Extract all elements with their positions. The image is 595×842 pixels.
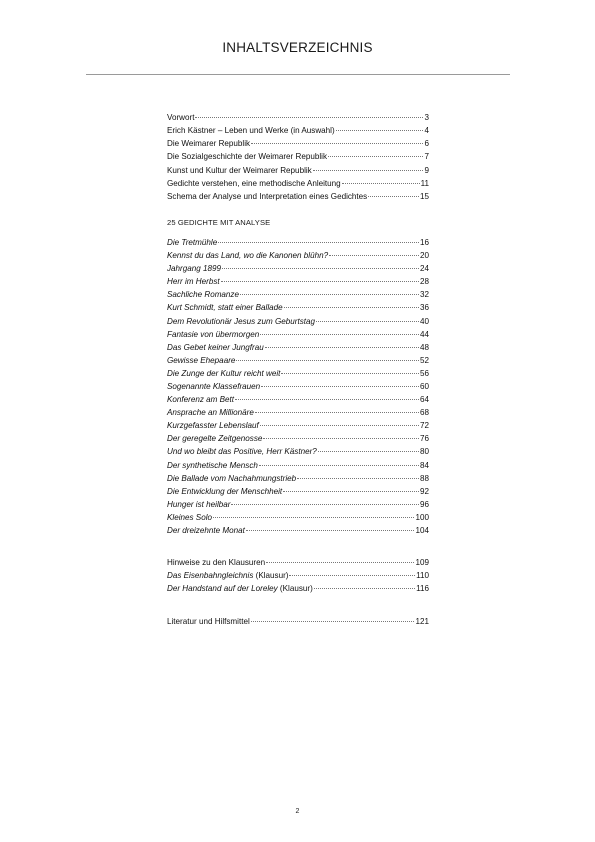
dot-leader bbox=[297, 478, 419, 479]
toc-entry-page: 36 bbox=[419, 303, 429, 313]
dot-leader bbox=[266, 562, 414, 563]
page-title: INHALTSVERZEICHNIS bbox=[222, 40, 373, 55]
dot-leader bbox=[260, 334, 419, 335]
toc-entry-title: Die Zunge der Kultur reicht weit bbox=[167, 368, 281, 378]
toc-entry-title: Vorwort bbox=[167, 113, 195, 122]
toc-entry-work-title: Das Eisenbahngleichnis bbox=[167, 571, 254, 581]
toc-entry-page: 68 bbox=[419, 408, 429, 418]
toc-entry-page: 92 bbox=[419, 486, 429, 496]
toc-entry[interactable] bbox=[167, 354, 429, 367]
toc-entry-page: 116 bbox=[416, 584, 429, 594]
toc-entry-title: Die Ballade vom Nachahmungstrieb bbox=[167, 473, 297, 483]
dot-leader bbox=[263, 438, 419, 439]
toc-entry-title: Die Entwicklung der Menschheit bbox=[167, 486, 283, 496]
toc-entry[interactable] bbox=[167, 164, 429, 177]
toc-entry[interactable] bbox=[167, 236, 429, 249]
toc-entry-page: 104 bbox=[415, 526, 429, 536]
dot-leader bbox=[255, 412, 419, 413]
toc-entry-page: 84 bbox=[419, 460, 429, 470]
dot-leader bbox=[251, 621, 415, 622]
dot-leader bbox=[246, 530, 415, 531]
toc-entry-page: 24 bbox=[419, 264, 429, 274]
toc-entry[interactable] bbox=[167, 485, 429, 498]
toc-entry-suffix: (Klausur) bbox=[277, 584, 313, 594]
toc-entry[interactable] bbox=[167, 556, 429, 569]
toc-entry[interactable] bbox=[167, 582, 429, 595]
toc-entry-page: 9 bbox=[424, 165, 429, 175]
toc-entry[interactable] bbox=[167, 262, 429, 275]
toc-entry-page: 48 bbox=[419, 342, 429, 352]
dot-leader bbox=[336, 130, 424, 131]
dot-leader bbox=[261, 386, 419, 387]
dot-leader bbox=[236, 360, 419, 361]
toc-entry-title bbox=[167, 556, 265, 569]
toc-entry[interactable] bbox=[167, 288, 429, 301]
dot-leader bbox=[218, 242, 419, 243]
toc-entry[interactable] bbox=[167, 124, 429, 137]
toc-entry-title: Kleines Solo bbox=[167, 512, 212, 522]
toc-entry-title: Jahrgang 1899 bbox=[167, 264, 222, 274]
toc-entry-title: Der synthetische Mensch bbox=[167, 460, 258, 470]
dot-leader bbox=[240, 294, 419, 295]
toc-entry-title: Der dreizehnte Monat bbox=[167, 526, 245, 536]
toc-entry-page: 110 bbox=[416, 571, 429, 581]
dot-leader bbox=[251, 143, 423, 144]
toc-entry-title: Herr im Herbst bbox=[167, 277, 220, 287]
toc-entry-page: 44 bbox=[419, 329, 429, 339]
toc-entry[interactable] bbox=[167, 445, 429, 458]
toc-entry-title: Gewisse Ehepaare bbox=[167, 355, 236, 365]
header-rule bbox=[86, 74, 510, 75]
toc-entry-page: 60 bbox=[419, 382, 429, 392]
dot-leader bbox=[318, 451, 419, 452]
toc-entry-title bbox=[167, 569, 288, 582]
toc-entry[interactable] bbox=[167, 419, 429, 432]
toc-entry[interactable] bbox=[167, 275, 429, 288]
dot-leader bbox=[284, 307, 419, 308]
toc-entry[interactable] bbox=[167, 524, 429, 537]
toc-poem-list bbox=[167, 236, 429, 537]
toc-entry[interactable] bbox=[167, 393, 429, 406]
toc-entry-page: 7 bbox=[424, 152, 429, 162]
toc-entry-work-title: Der Handstand auf der Loreley bbox=[167, 584, 278, 594]
toc-entry-title bbox=[167, 582, 313, 595]
toc-entry-page: 100 bbox=[415, 512, 429, 522]
toc-entry[interactable] bbox=[167, 459, 429, 472]
toc-entry[interactable] bbox=[167, 569, 429, 582]
dot-leader bbox=[283, 491, 419, 492]
table-of-contents bbox=[167, 111, 429, 628]
dot-leader bbox=[316, 321, 419, 322]
toc-entry-title: Ansprache an Millionäre bbox=[167, 408, 254, 418]
toc-entry-title: Sogenannte Klassefrauen bbox=[167, 382, 261, 392]
toc-entry-title: Schema der Analyse und Interpretation eines Gedichtes bbox=[167, 191, 368, 201]
dot-leader bbox=[195, 117, 423, 118]
toc-literature-section bbox=[167, 615, 429, 628]
toc-klausuren-section bbox=[167, 556, 429, 595]
toc-entry-title: Gedichte verstehen, eine methodische Anleitung bbox=[167, 178, 341, 188]
toc-entry-title: Die Sozialgeschichte der Weimarer Republik bbox=[167, 152, 327, 162]
toc-entry-title: Kennst du das Land, wo die Kanonen blühn? bbox=[167, 251, 329, 261]
toc-entry-title: Der geregelte Zeitgenosse bbox=[167, 434, 263, 444]
toc-entry[interactable] bbox=[167, 380, 429, 393]
toc-entry-title: Fantasie von übermorgen bbox=[167, 329, 260, 339]
toc-entry[interactable] bbox=[167, 472, 429, 485]
toc-entry-page: 32 bbox=[419, 290, 429, 300]
toc-entry-title: Kunst und Kultur der Weimarer Republik bbox=[167, 165, 312, 175]
dot-leader bbox=[221, 281, 419, 282]
toc-entry-page: 72 bbox=[419, 421, 429, 431]
dot-leader bbox=[329, 255, 419, 256]
toc-entry[interactable] bbox=[167, 190, 429, 203]
toc-entry-page: 16 bbox=[419, 237, 429, 247]
toc-entry-page: 121 bbox=[415, 616, 429, 626]
toc-entry-page: 80 bbox=[419, 447, 429, 457]
dot-leader bbox=[368, 196, 419, 197]
dot-leader bbox=[260, 425, 419, 426]
toc-entry-page: 4 bbox=[424, 126, 429, 136]
toc-entry-title: Literatur und Hilfsmittel bbox=[167, 616, 250, 626]
toc-entry-title: Dem Revolutionär Jesus zum Geburtstag bbox=[167, 316, 315, 326]
toc-entry[interactable] bbox=[167, 150, 429, 163]
toc-entry-title: Und wo bleibt das Positive, Herr Kästner? bbox=[167, 447, 317, 457]
toc-entry[interactable] bbox=[167, 341, 429, 354]
toc-entry[interactable] bbox=[167, 249, 429, 262]
dot-leader bbox=[235, 399, 419, 400]
dot-leader bbox=[328, 156, 423, 157]
toc-entry-title: Kurt Schmidt, statt einer Ballade bbox=[167, 303, 283, 313]
toc-poems-section bbox=[167, 218, 429, 537]
toc-entry-literature[interactable] bbox=[167, 615, 429, 628]
toc-entry-page: 6 bbox=[424, 139, 429, 149]
toc-entry-title: Konferenz am Bett bbox=[167, 395, 235, 405]
toc-entry[interactable] bbox=[167, 301, 429, 314]
toc-entry-page: 28 bbox=[419, 277, 429, 287]
toc-front-matter bbox=[167, 111, 429, 203]
toc-entry-title: Hunger ist heilbar bbox=[167, 499, 231, 509]
toc-entry-title: Die Tretmühle bbox=[167, 237, 218, 247]
dot-leader bbox=[265, 347, 419, 348]
dot-leader bbox=[314, 588, 415, 589]
toc-entry-page: 64 bbox=[419, 395, 429, 405]
toc-entry-page: 40 bbox=[419, 316, 429, 326]
dot-leader bbox=[259, 465, 419, 466]
toc-entry-page: 56 bbox=[419, 368, 429, 378]
toc-entry[interactable] bbox=[167, 406, 429, 419]
dot-leader bbox=[342, 183, 420, 184]
dot-leader bbox=[289, 575, 415, 576]
toc-entry-title: Das Gebet keiner Jungfrau bbox=[167, 342, 264, 352]
toc-entry-page: 109 bbox=[415, 558, 429, 568]
toc-entry[interactable] bbox=[167, 328, 429, 341]
toc-entry[interactable] bbox=[167, 137, 429, 150]
toc-entry[interactable] bbox=[167, 432, 429, 445]
toc-entry-title: Erich Kästner – Leben und Werke (in Auswahl) bbox=[167, 126, 335, 136]
toc-entry-page: 20 bbox=[419, 251, 429, 261]
toc-entry[interactable] bbox=[167, 177, 429, 190]
dot-leader bbox=[231, 504, 419, 505]
toc-entry-title-text: Hinweise zu den Klausuren bbox=[167, 558, 266, 568]
toc-entry[interactable] bbox=[167, 111, 429, 124]
dot-leader bbox=[213, 517, 414, 518]
toc-entry-title: Sachliche Romanze bbox=[167, 290, 239, 300]
toc-entry-page: 3 bbox=[424, 113, 429, 122]
toc-entry-page: 76 bbox=[419, 434, 429, 444]
toc-entry-page: 96 bbox=[419, 499, 429, 509]
toc-entry-page: 88 bbox=[419, 473, 429, 483]
toc-entry-page: 15 bbox=[419, 191, 429, 201]
toc-entry[interactable] bbox=[167, 511, 429, 524]
poems-heading: 25 GEDICHTE MIT ANALYSE bbox=[167, 217, 271, 227]
toc-entry-suffix: (Klausur) bbox=[253, 571, 289, 581]
toc-entry-page: 52 bbox=[419, 355, 429, 365]
page-number: 2 bbox=[295, 808, 300, 815]
toc-entry-page: 11 bbox=[420, 178, 429, 188]
toc-entry[interactable] bbox=[167, 498, 429, 511]
toc-entry-title: Kurzgefasster Lebenslauf bbox=[167, 421, 259, 431]
dot-leader bbox=[281, 373, 419, 374]
toc-entry[interactable] bbox=[167, 367, 429, 380]
toc-entry[interactable] bbox=[167, 315, 429, 328]
dot-leader bbox=[222, 268, 419, 269]
dot-leader bbox=[313, 170, 424, 171]
toc-entry-title: Die Weimarer Republik bbox=[167, 139, 251, 149]
